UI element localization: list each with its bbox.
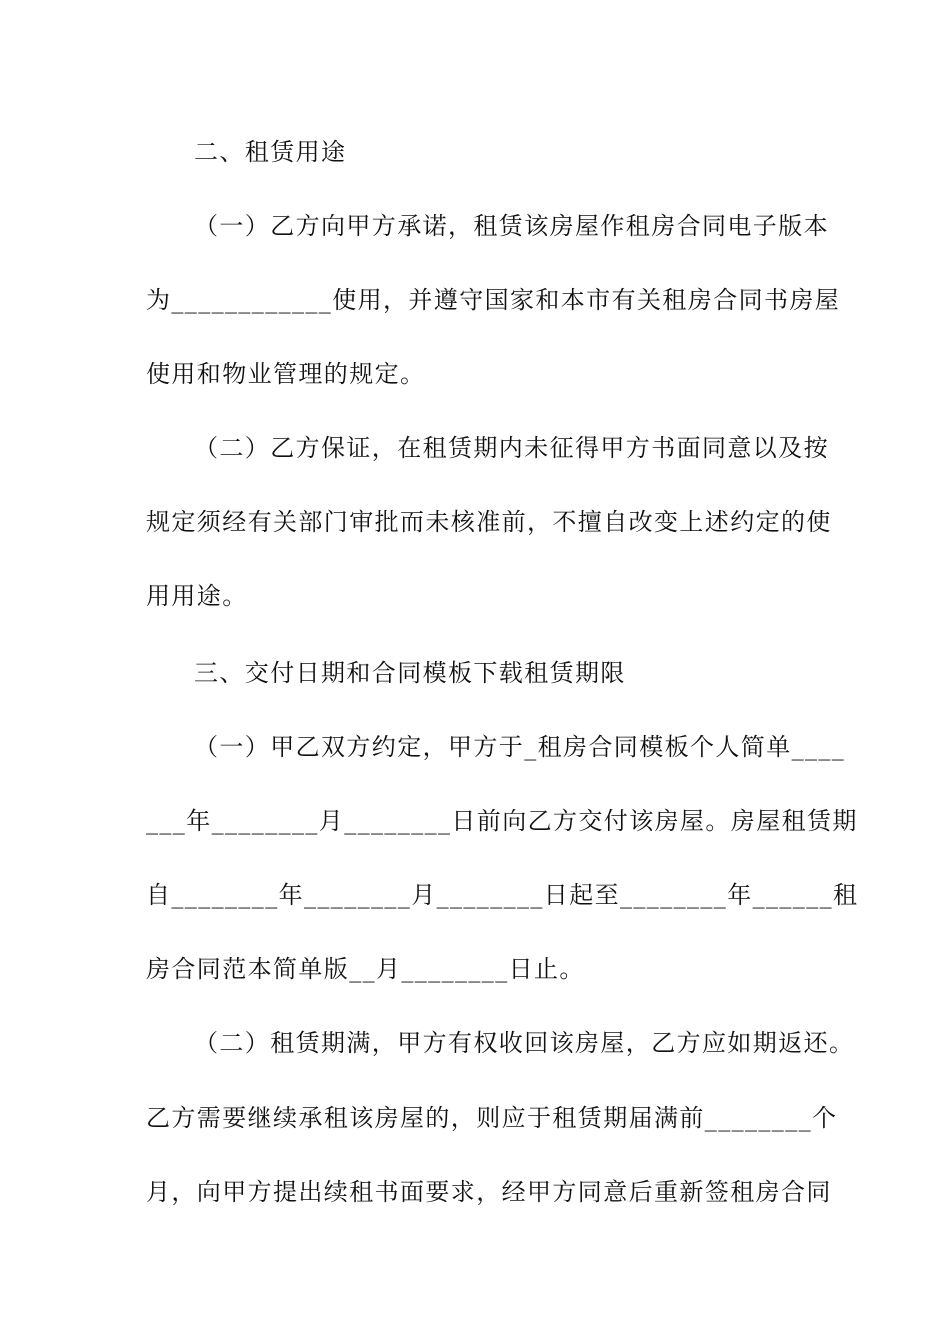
- paragraph-line: 乙方需要继续承租该房屋的，则应于租赁期届满前________个: [146, 1104, 838, 1132]
- section-heading-lease-purpose: 二、租赁用途: [194, 138, 347, 166]
- paragraph-line: （一）乙方向甲方承诺，租赁该房屋作租房合同电子版本: [194, 212, 829, 240]
- paragraph-line: 月，向甲方提出续租书面要求，经甲方同意后重新签租房合同: [146, 1178, 832, 1206]
- paragraph-line: （一）甲乙双方约定，甲方于_租房合同模板个人简单____: [194, 733, 846, 761]
- paragraph-line: ___年________月________日前向乙方交付该房屋。房屋租赁期: [146, 807, 858, 835]
- paragraph-line: 为____________使用，并遵守国家和本市有关租房合同书房屋: [146, 286, 841, 314]
- paragraph-line: 使用和物业管理的规定。: [146, 360, 426, 388]
- paragraph-line: （二）租赁期满，甲方有权收回该房屋，乙方应如期返还。: [194, 1029, 855, 1057]
- paragraph-line: （二）乙方保证，在租赁期内未征得甲方书面同意以及按: [194, 434, 829, 462]
- section-heading-delivery-term: 三、交付日期和合同模板下载租赁期限: [194, 659, 626, 687]
- paragraph-line: 规定须经有关部门审批而未核准前，不擅自改变上述约定的使: [146, 508, 832, 536]
- paragraph-line: 自________年________月________日起至________年______租: [146, 881, 859, 909]
- paragraph-line: 用用途。: [146, 582, 248, 610]
- paragraph-line: 房合同范本简单版__月________日止。: [146, 955, 585, 983]
